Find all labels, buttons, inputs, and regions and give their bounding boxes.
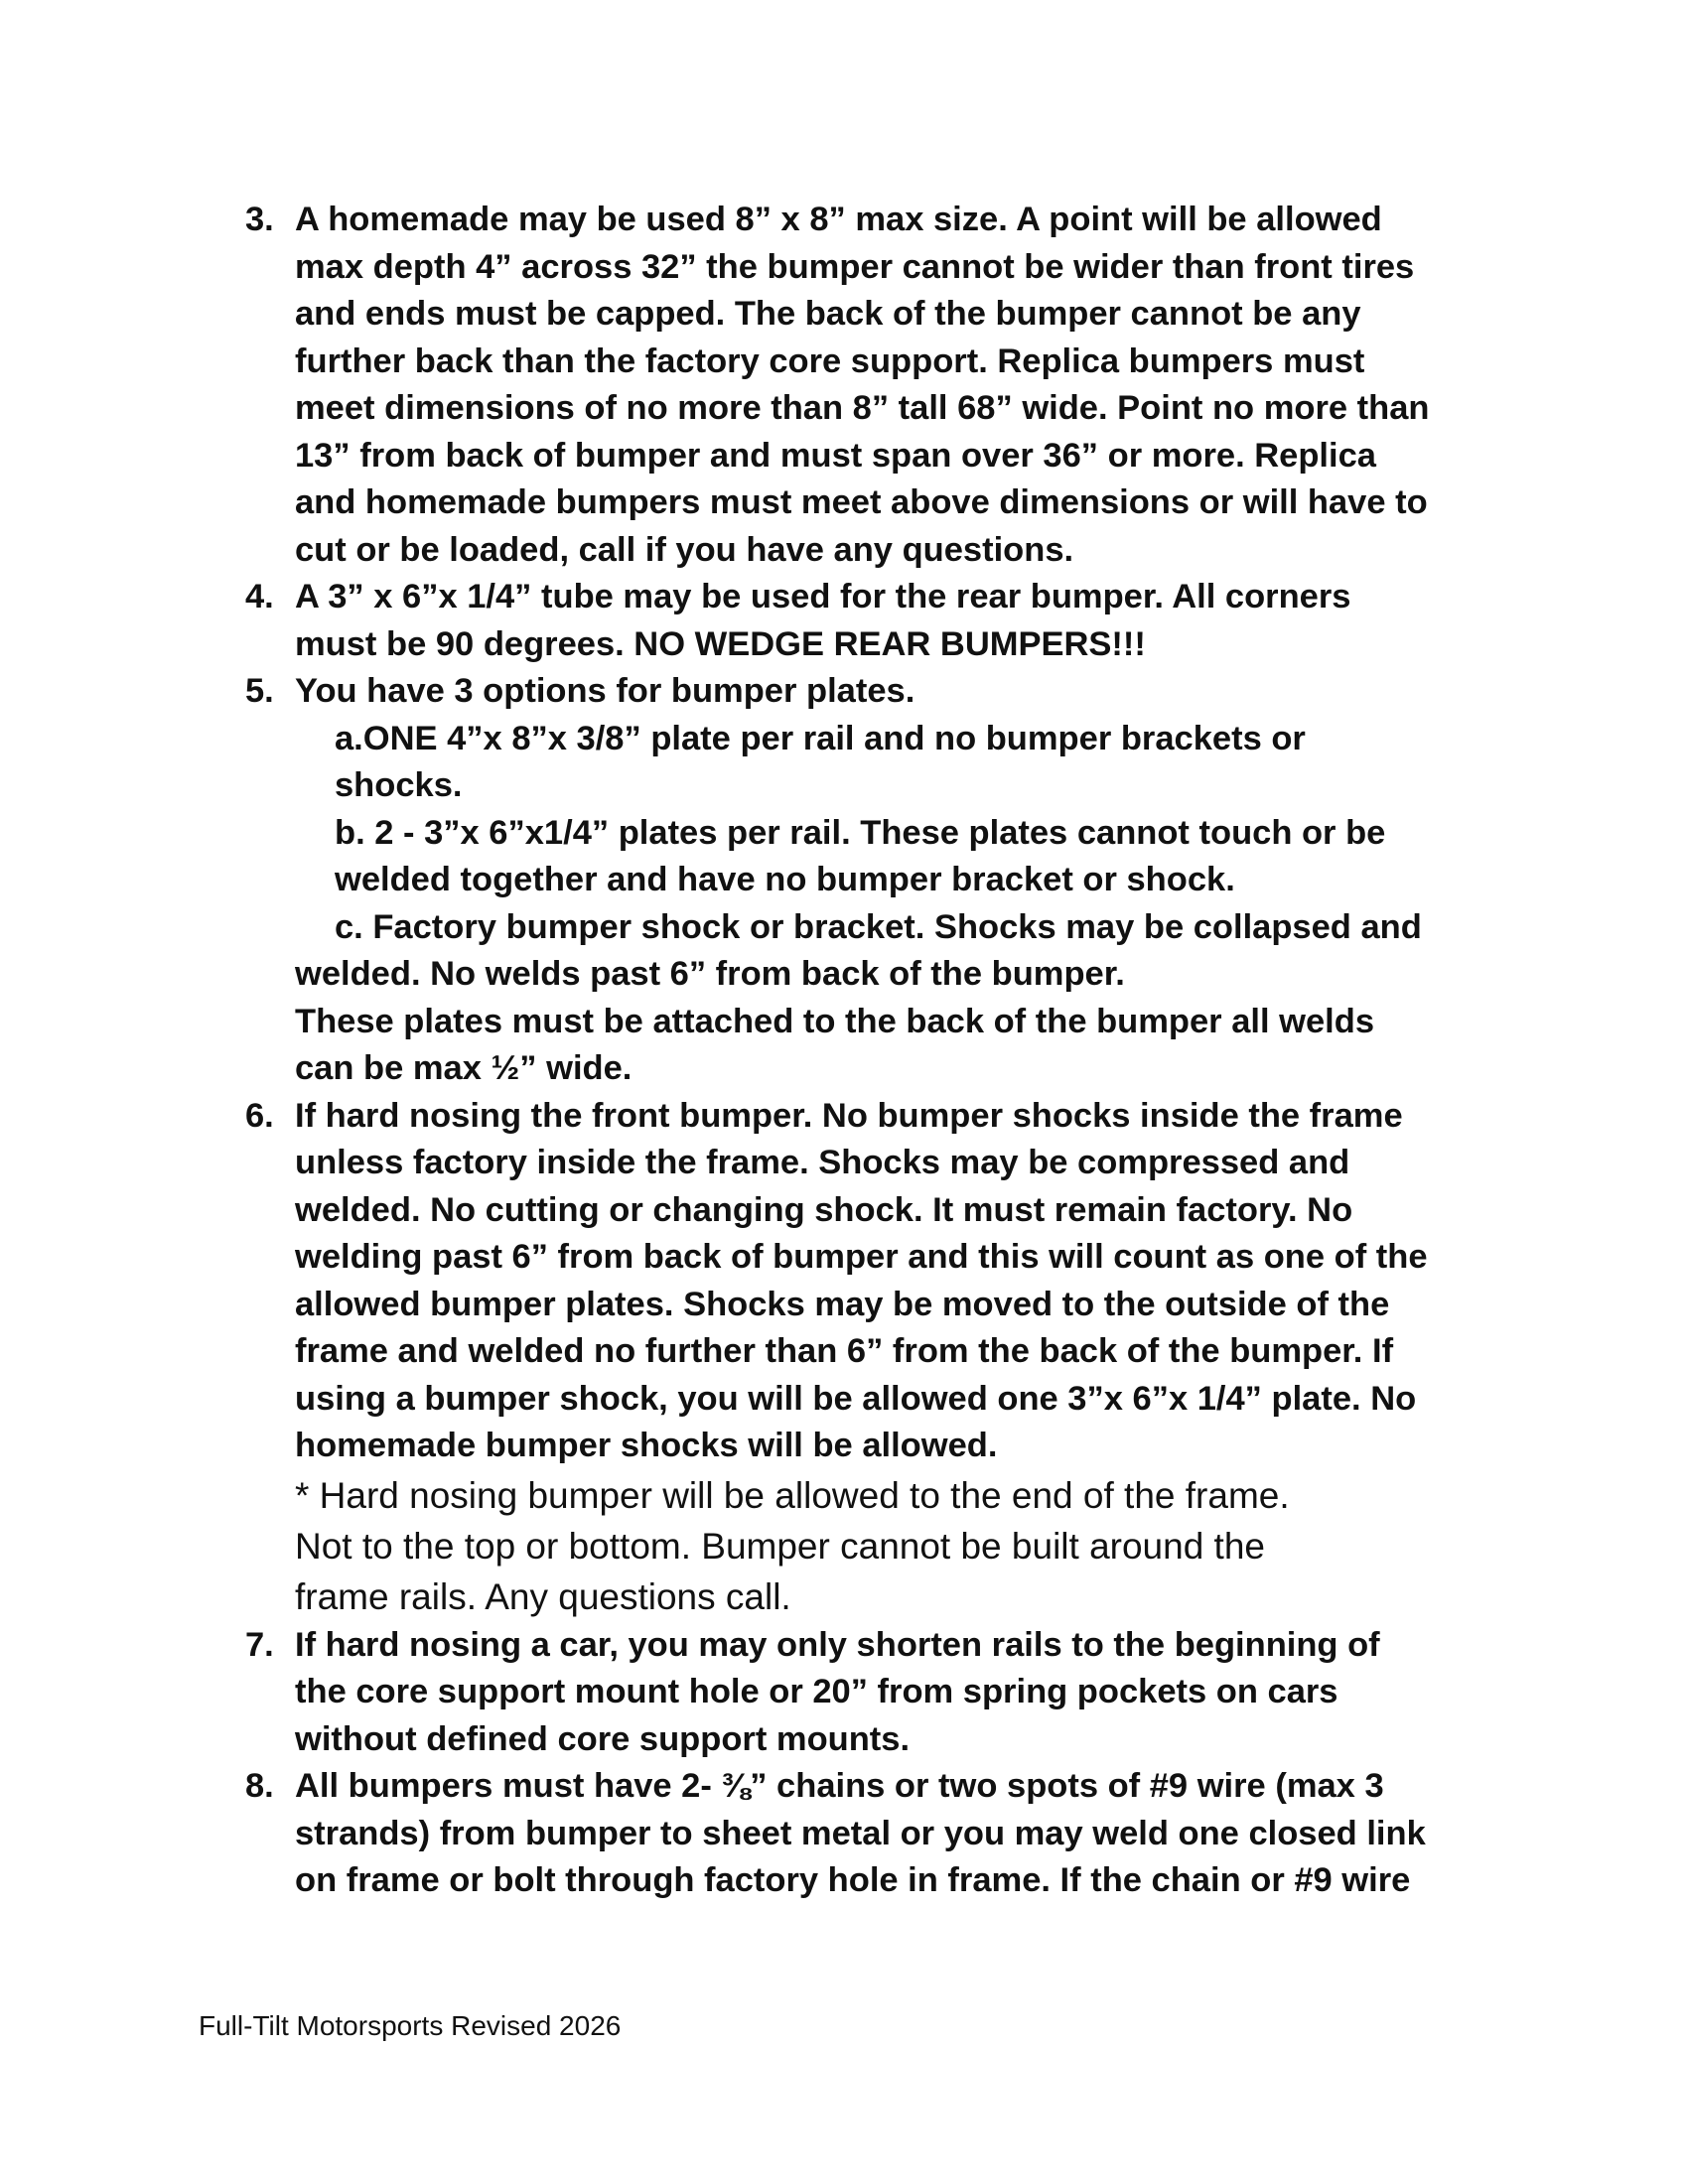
rule-line: All bumpers must have 2- ⅜” chains or two spots of #9 wire (max 3 xyxy=(295,1767,1384,1805)
option-line: shocks. xyxy=(335,766,463,804)
option-line: c. Factory bumper shock or bracket. Shocks may be collapsed and xyxy=(335,907,1422,946)
rule-line: and ends must be capped. The back of the bumper cannot be any xyxy=(295,295,1361,333)
option-line: welded together and have no bumper bracket or shock. xyxy=(335,861,1235,898)
rule-line: If hard nosing a car, you may only shorten rails to the beginning of xyxy=(295,1625,1380,1664)
rule-line: If hard nosing the front bumper. No bumper shocks inside the frame xyxy=(295,1096,1403,1135)
page-footer: Full-Tilt Motorsports Revised 2026 xyxy=(199,2010,622,2041)
option-b xyxy=(295,810,1496,904)
rule-line: max depth 4” across 32” the bumper cannot be wider than front tires xyxy=(295,247,1415,286)
rule-number: 5. xyxy=(245,672,274,710)
rule-line: must be 90 degrees. NO WEDGE REAR BUMPERS!!! xyxy=(295,624,1146,663)
rule-line: welded. No cutting or changing shock. It must remain factory. No xyxy=(295,1190,1353,1229)
rule-line: homemade bumper shocks will be allowed. xyxy=(295,1427,998,1464)
rule-line: further back than the factory core support. Replica bumpers must xyxy=(295,341,1365,380)
rule-8 xyxy=(245,1763,1496,1905)
note-line: * Hard nosing bumper will be allowed to the end of the frame. xyxy=(295,1474,1290,1516)
rule-line: the core support mount hole or 20” from spring pockets on cars xyxy=(295,1673,1338,1710)
rules-list xyxy=(245,197,1496,1905)
rule-line: meet dimensions of no more than 8” tall 68” wide. Point no more than xyxy=(295,389,1430,427)
rule-line: can be max ½” wide. xyxy=(295,1049,633,1087)
option-line: b. 2 - 3”x 6”x1/4” plates per rail. These plates cannot touch or be xyxy=(335,813,1386,852)
rule-line: using a bumper shock, you will be allowed one 3”x 6”x 1/4” plate. No xyxy=(295,1379,1417,1418)
note-line: Not to the top or bottom. Bumper cannot be built around the xyxy=(295,1525,1265,1567)
rule-line: without defined core support mounts. xyxy=(295,1719,911,1758)
rule-5 xyxy=(245,668,1496,1093)
option-a xyxy=(295,716,1496,810)
rule-line: unless factory inside the frame. Shocks may be compressed and xyxy=(295,1144,1350,1181)
rule-line: A 3” x 6”x 1/4” tube may be used for the rear bumper. All corners xyxy=(295,578,1351,615)
rule-line: allowed bumper plates. Shocks may be moved to the outside of the xyxy=(295,1285,1390,1323)
rule-line: and homemade bumpers must meet above dimensions or will have to xyxy=(295,483,1428,521)
option-line: welded. No welds past 6” from back of the bumper. xyxy=(295,955,1125,993)
option-c xyxy=(295,904,1496,999)
rule-line: welding past 6” from back of bumper and this will count as one of the xyxy=(295,1238,1428,1276)
rule-7 xyxy=(245,1622,1496,1764)
rule-line: strands) from bumper to sheet metal or you may weld one closed link xyxy=(295,1814,1426,1852)
rule-number: 7. xyxy=(245,1625,274,1664)
rule-number: 8. xyxy=(245,1767,274,1805)
note-line: frame rails. Any questions call. xyxy=(295,1575,791,1617)
option-line: a.ONE 4”x 8”x 3/8” plate per rail and no bumper brackets or xyxy=(335,719,1306,757)
rule-line: frame and welded no further than 6” from the back of the bumper. If xyxy=(295,1332,1394,1370)
hard-nosing-note xyxy=(295,1470,1496,1622)
rule-line: cut or be loaded, call if you have any questions. xyxy=(295,530,1074,569)
rule-intro: You have 3 options for bumper plates. xyxy=(295,672,915,710)
rule-4 xyxy=(245,574,1496,668)
rule-line: on frame or bolt through factory hole in frame. If the chain or #9 wire xyxy=(295,1861,1411,1899)
rule-line: 13” from back of bumper and must span over 36” or more. Replica xyxy=(295,436,1376,475)
rule-number: 4. xyxy=(245,578,274,615)
rule-6 xyxy=(245,1093,1496,1622)
rule-number: 3. xyxy=(245,201,274,238)
rule-3 xyxy=(245,197,1496,574)
rule-number: 6. xyxy=(245,1096,274,1135)
rule-line: These plates must be attached to the back of the bumper all welds xyxy=(295,1002,1375,1040)
rule-line: A homemade may be used 8” x 8” max size. A point will be allowed xyxy=(295,201,1382,238)
